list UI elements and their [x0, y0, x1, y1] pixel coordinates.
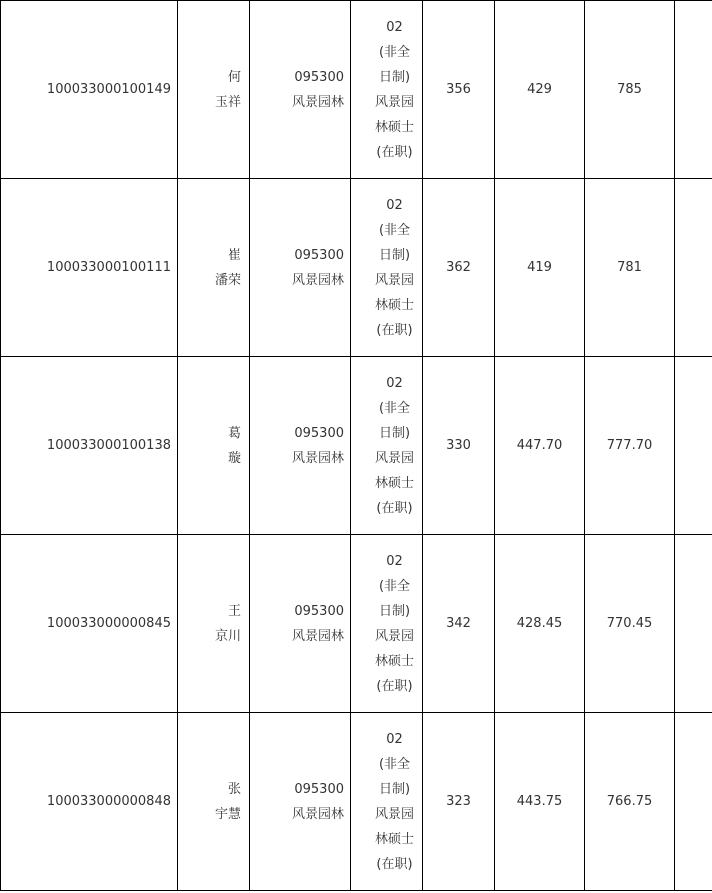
remark-cell	[675, 713, 712, 891]
study-type-line: 02	[386, 375, 403, 391]
study-type-text	[375, 549, 414, 699]
major-cell	[250, 535, 351, 713]
initial-score-cell: 323	[423, 713, 495, 891]
major-cell	[250, 1, 351, 179]
major-code: 095300	[294, 247, 344, 263]
candidate-name-cell	[178, 713, 250, 891]
candidate-name-line: 张	[227, 781, 241, 797]
remark-cell	[675, 179, 712, 357]
study-type-line: (非全	[378, 400, 411, 416]
total-score-cell: 777.70	[585, 357, 675, 535]
candidate-id-cell: 100033000000848	[1, 713, 178, 891]
major-cell	[250, 179, 351, 357]
major-code: 095300	[294, 603, 344, 619]
initial-score-cell: 330	[423, 357, 495, 535]
study-type-line: 林硕士	[374, 475, 414, 491]
major-cell	[250, 357, 351, 535]
candidate-name-line: 崔	[227, 247, 241, 263]
study-type-line: 林硕士	[374, 297, 414, 313]
study-type-line: 风景园	[374, 806, 414, 822]
candidate-name-line: 何	[227, 69, 241, 85]
candidate-name-cell	[178, 1, 250, 179]
table-row	[1, 535, 712, 713]
study-type-line: (非全	[378, 756, 411, 772]
major-code: 095300	[294, 781, 344, 797]
total-score-cell: 770.45	[585, 535, 675, 713]
remark-cell	[675, 535, 712, 713]
candidate-name-cell	[178, 357, 250, 535]
major-code: 095300	[294, 425, 344, 441]
study-type-cell	[351, 713, 423, 891]
candidate-name-line: 京川	[214, 628, 241, 644]
study-type-line: (在职)	[376, 500, 413, 516]
study-type-line: 日制)	[378, 425, 411, 441]
candidate-id-cell: 100033000100111	[1, 179, 178, 357]
total-score-cell: 785	[585, 1, 675, 179]
table-row	[1, 357, 712, 535]
study-type-line: (在职)	[376, 322, 413, 338]
study-type-line: (非全	[378, 222, 411, 238]
study-type-cell	[351, 535, 423, 713]
study-type-line: 02	[386, 731, 403, 747]
study-type-line: 02	[386, 19, 403, 35]
major-name: 风景园林	[291, 94, 344, 110]
candidate-name-cell	[178, 179, 250, 357]
major-name: 风景园林	[291, 628, 344, 644]
table-row	[1, 1, 712, 179]
study-type-text	[375, 193, 414, 343]
study-type-text	[375, 727, 414, 877]
candidate-name-line: 宇慧	[214, 806, 241, 822]
study-type-line: 林硕士	[374, 653, 414, 669]
study-type-line: 日制)	[378, 781, 411, 797]
candidate-name-line: 玉祥	[214, 94, 241, 110]
table-row	[1, 179, 712, 357]
study-type-cell	[351, 1, 423, 179]
candidate-name-cell	[178, 535, 250, 713]
major-name: 风景园林	[291, 272, 344, 288]
study-type-text	[375, 15, 414, 165]
retest-score-cell: 428.45	[495, 535, 585, 713]
study-type-text	[375, 371, 414, 521]
initial-score-cell: 362	[423, 179, 495, 357]
remark-cell	[675, 357, 712, 535]
initial-score-cell: 356	[423, 1, 495, 179]
total-score-cell: 781	[585, 179, 675, 357]
study-type-line: 02	[386, 553, 403, 569]
candidate-id-cell: 100033000100138	[1, 357, 178, 535]
candidate-name-line: 璇	[227, 450, 241, 466]
study-type-line: 风景园	[374, 94, 414, 110]
candidate-id-cell: 100033000100149	[1, 1, 178, 179]
retest-score-cell: 443.75	[495, 713, 585, 891]
table-row	[1, 713, 712, 891]
study-type-line: (在职)	[376, 856, 413, 872]
study-type-line: (在职)	[376, 678, 413, 694]
study-type-cell	[351, 357, 423, 535]
study-type-line: 日制)	[378, 247, 411, 263]
candidate-name-line: 王	[227, 603, 241, 619]
candidate-name-line: 葛	[227, 425, 241, 441]
candidate-id-cell: 100033000000845	[1, 535, 178, 713]
study-type-line: 林硕士	[374, 119, 414, 135]
study-type-line: 林硕士	[374, 831, 414, 847]
study-type-line: (非全	[378, 578, 411, 594]
retest-score-cell: 429	[495, 1, 585, 179]
study-type-line: 风景园	[374, 272, 414, 288]
remark-cell	[675, 1, 712, 179]
study-type-cell	[351, 179, 423, 357]
candidate-name-line: 潘荣	[214, 272, 241, 288]
major-name: 风景园林	[291, 450, 344, 466]
major-name: 风景园林	[291, 806, 344, 822]
study-type-line: 风景园	[374, 628, 414, 644]
retest-score-cell: 447.70	[495, 357, 585, 535]
study-type-line: (在职)	[376, 144, 413, 160]
study-type-line: 日制)	[378, 69, 411, 85]
total-score-cell: 766.75	[585, 713, 675, 891]
major-code: 095300	[294, 69, 344, 85]
study-type-line: (非全	[378, 44, 411, 60]
major-cell	[250, 713, 351, 891]
retest-score-cell: 419	[495, 179, 585, 357]
table-body	[1, 1, 712, 891]
study-type-line: 日制)	[378, 603, 411, 619]
initial-score-cell: 342	[423, 535, 495, 713]
study-type-line: 风景园	[374, 450, 414, 466]
study-type-line: 02	[386, 197, 403, 213]
